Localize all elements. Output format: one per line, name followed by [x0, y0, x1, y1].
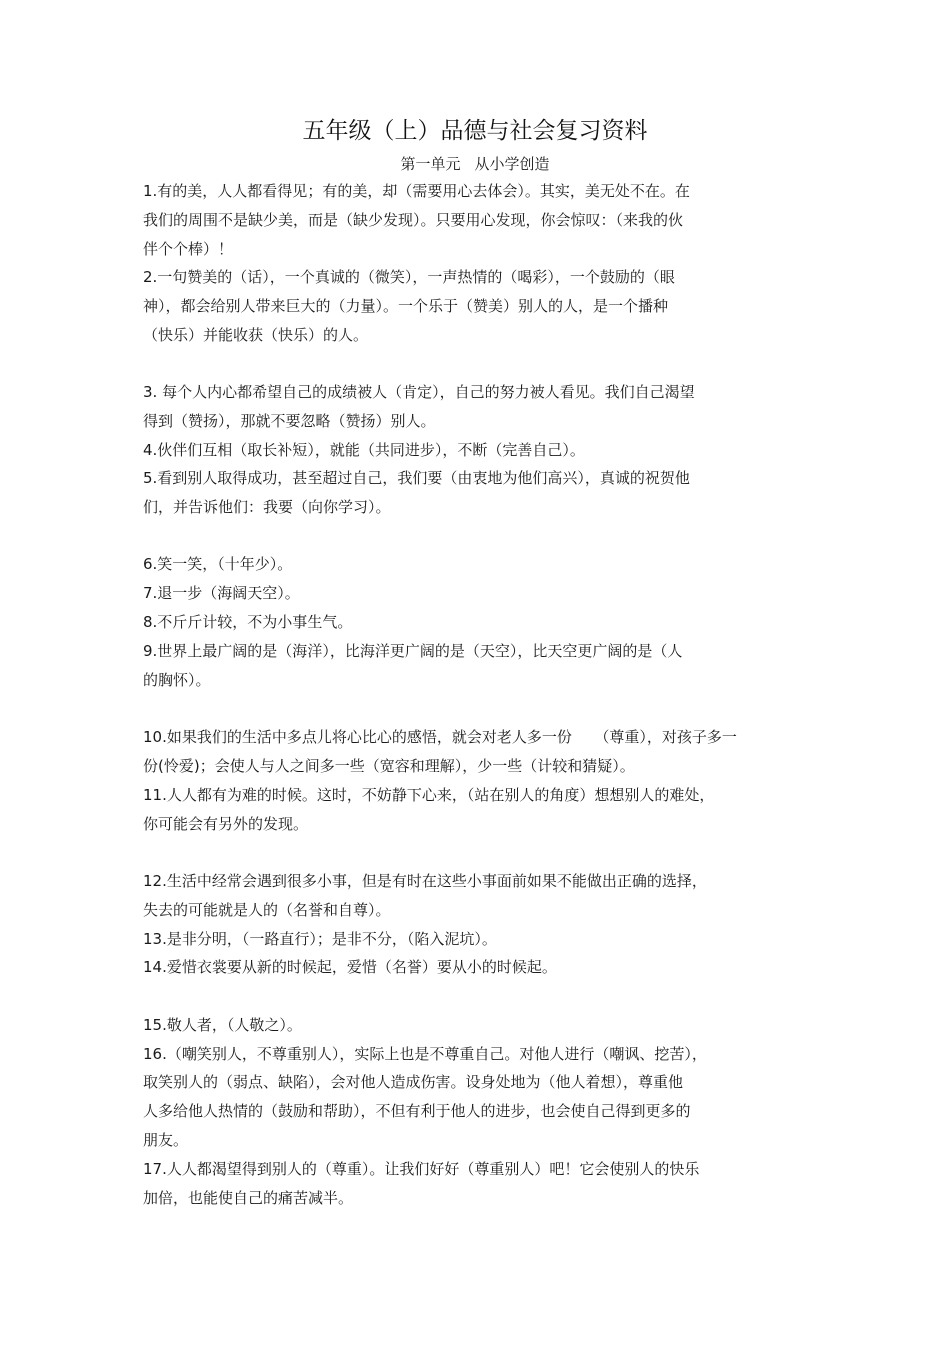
document-title: 五年级（上）品德与社会复习资料 [302, 118, 648, 144]
text-line: 失去的可能就是人的（名誉和自尊）。 [143, 901, 391, 919]
text-line: 9.世界上最广阔的是（海洋），比海洋更广阔的是（天空），比天空更广阔的是（人 [143, 642, 683, 660]
text-line: 5.看到别人取得成功，甚至超过自己，我们要（由衷地为他们高兴），真诚的祝贺他 [143, 469, 690, 487]
text-line: 10.如果我们的生活中多点儿将心比心的感悟，就会对老人多一份 （尊重），对孩子多一 [143, 728, 737, 746]
text-line: 15.敬人者，（人敬之）。 [143, 1016, 302, 1034]
text-line: 人多给他人热情的（鼓励和帮助），不但有利于他人的进步，也会使自己得到更多的 [143, 1102, 691, 1120]
text-line: 朋友。 [143, 1131, 189, 1149]
text-line: 你可能会有另外的发现。 [143, 815, 309, 833]
unit-heading [0, 150, 950, 178]
text-line: 8.不斤斤计较，不为小事生气。 [143, 613, 353, 631]
text-line: 们，并告诉他们：我要（向你学习）。 [143, 498, 391, 516]
unit-name: 从小学创造 [474, 155, 550, 173]
text-line: 12.生活中经常会遇到很多小事，但是有时在这些小事面前如果不能做出正确的选择， [143, 872, 707, 890]
text-line: 取笑别人的（弱点、缺陷），会对他人造成伤害。设身处地为（他人着想），尊重他 [143, 1073, 684, 1091]
text-line: 加倍，也能使自己的痛苦减半。 [143, 1189, 354, 1207]
text-line: （快乐）并能收获（快乐）的人。 [143, 326, 369, 344]
text-line: 神），都会给别人带来巨大的（力量）。一个乐于（赞美）别人的人，是一个播种 [143, 297, 669, 315]
text-line: 17.人人都渴望得到别人的（尊重）。让我们好好（尊重别人）吧！它会使别人的快乐 [143, 1160, 700, 1178]
text-line: 1.有的美，人人都看得见；有的美，却（需要用心去体会）。其实，美无处不在。在 [143, 182, 690, 200]
text-line: 份(怜爱)；会使人与人之间多一些（宽容和理解），少一些（计较和猜疑）。 [143, 757, 635, 775]
unit-number: 第一单元 [400, 155, 461, 173]
text-line: 11.人人都有为难的时候。这时，不妨静下心来，（站在别人的角度）想想别人的难处， [143, 786, 715, 804]
text-line: 伴个个棒）！ [143, 240, 234, 258]
text-line: 的胸怀）。 [143, 671, 211, 689]
text-line: 3. 每个人内心都希望自己的成绩被人（肯定），自己的努力被人看见。我们自己渴望 [143, 383, 695, 401]
text-line: 7.退一步（海阔天空）。 [143, 584, 300, 602]
text-line: 4.伙伴们互相（取长补短），就能（共同进步），不断（完善自己）。 [143, 441, 585, 459]
text-line: 16.（嘲笑别人，不尊重别人），实际上也是不尊重自己。对他人进行（嘲讽、挖苦）， [143, 1045, 707, 1063]
text-line: 14.爱惜衣裳要从新的时候起，爱惜（名誉）要从小的时候起。 [143, 958, 557, 976]
text-line: 6.笑一笑，（十年少）。 [143, 555, 293, 573]
text-line: 得到（赞扬），那就不要忽略（赞扬）别人。 [143, 412, 436, 430]
text-line: 2.一句赞美的（话），一个真诚的（微笑），一声热情的（喝彩），一个鼓励的（眼 [143, 268, 675, 286]
text-line: 13.是非分明，（一路直行）；是非不分，（陷入泥坑）。 [143, 930, 497, 948]
text-line: 我们的周围不是缺少美，而是（缺少发现）。只要用心发现，你会惊叹：（来我的伙 [143, 211, 684, 229]
